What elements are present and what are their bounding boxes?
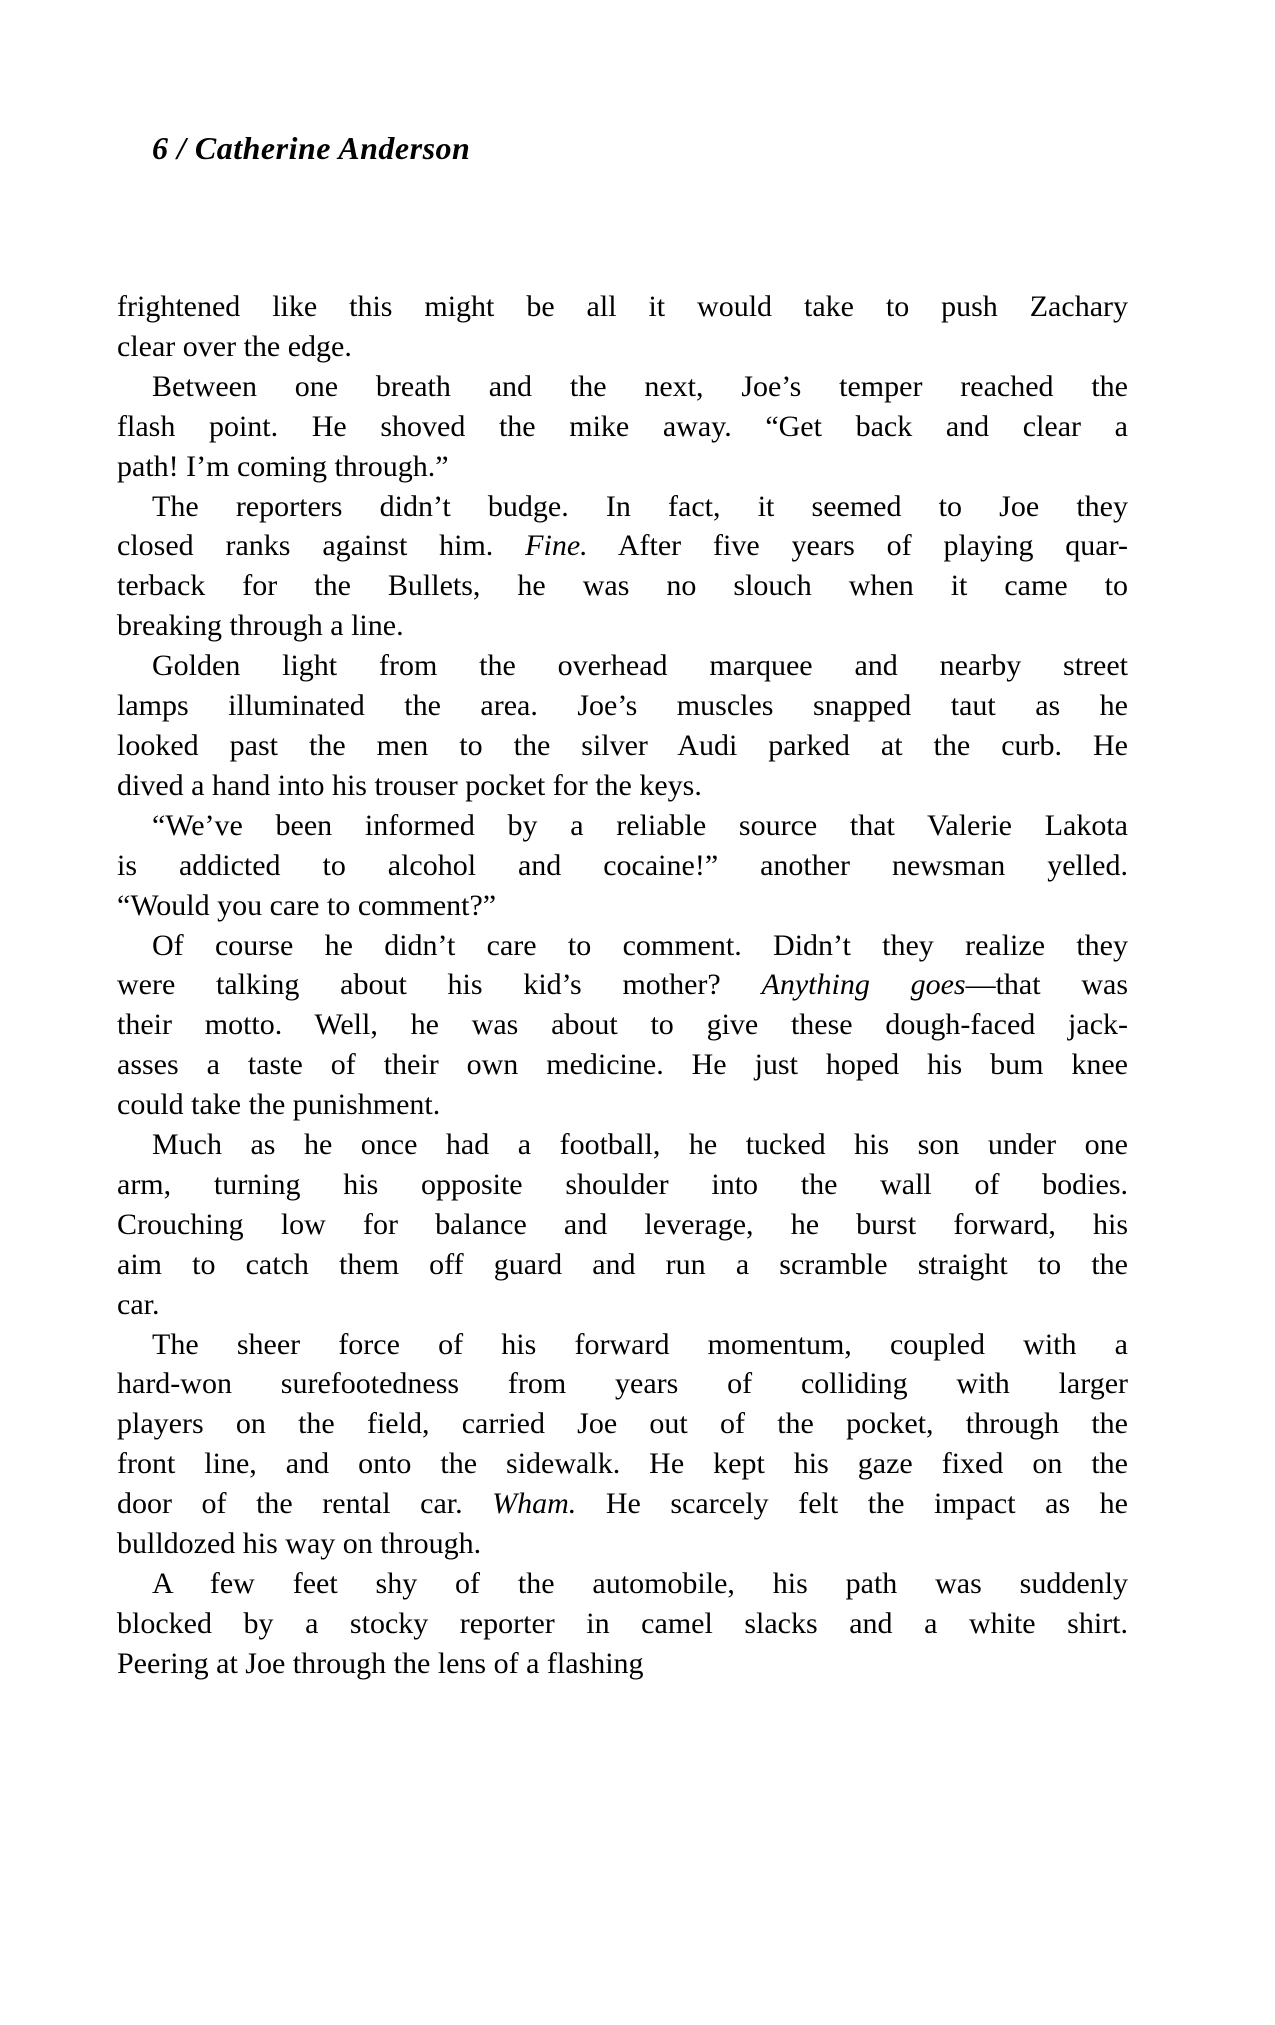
text-run: frightened like this might be all it would take to push Zachary [117,290,1128,323]
text-run: asses a taste of their own medicine. He just hoped his bum knee [117,1048,1128,1082]
text-line [117,646,1128,686]
text-run: is addicted to alcohol and cocaine!” another newsman yelled. [117,848,1128,882]
text-line [117,1205,1128,1245]
text-line [117,367,1128,407]
text-run: door of the rental car. [117,1487,493,1521]
text-line [117,886,1128,926]
text-line [117,487,1128,527]
text-run: aim to catch them off guard and run a scramble straight to the [117,1247,1128,1281]
text-run: path! I’m coming through.” [117,449,449,483]
text-line [117,766,1128,806]
text-line [117,1524,1128,1564]
text-run: After five years of playing quar- [587,529,1128,563]
text-run: looked past the men to the silver Audi parked at the curb. He [117,728,1128,762]
text-run: Of course he didn’t care to comment. Didn’t they realize they [152,928,1128,962]
text-line [117,1444,1128,1484]
text-run: hard-won surefootedness from years of colliding with larger [117,1367,1128,1401]
text-line [117,1644,1128,1684]
text-line [117,1325,1128,1365]
text-line [117,1045,1128,1085]
text-run: clear over the edge. [117,329,352,363]
page-text [117,287,1128,1684]
text-line [117,526,1128,566]
text-line [117,965,1128,1005]
text-run: their motto. Well, he was about to give these dough-faced jack- [117,1008,1128,1042]
text-run: breaking through a line. [117,609,404,643]
text-line [117,1364,1128,1404]
text-run: car. [117,1287,160,1321]
text-run: were talking about his kid’s mother? [117,968,762,1002]
text-run: could take the punishment. [117,1088,441,1122]
text-line [117,407,1128,447]
text-run: Peering at Joe through the lens of a flashing [117,1646,644,1680]
text-run: He scarcely felt the impact as he [576,1487,1128,1521]
text-run: A few feet shy of the automobile, his path was suddenly [152,1567,1128,1600]
italic-text: Anything goes [761,968,966,1002]
text-line [117,606,1128,646]
text-run: players on the field, carried Joe out of the pocket, through the [117,1407,1128,1441]
text-line [117,1564,1128,1604]
text-line [117,846,1128,886]
text-run: The reporters didn’t budge. In fact, it seemed to Joe they [152,489,1128,523]
text-line [117,1245,1128,1285]
text-line [117,726,1128,766]
italic-text: Fine. [525,529,588,563]
text-run: closed ranks against him. [117,529,526,563]
text-run: Golden light from the overhead marquee and nearby street [152,649,1128,683]
text-line [117,566,1128,606]
italic-text: Wham. [492,1487,577,1521]
text-line [117,686,1128,726]
text-line [117,1005,1128,1045]
text-run: arm, turning his opposite shoulder into the wall of bodies. [117,1167,1128,1201]
text-line [117,287,1128,327]
text-line [117,806,1128,846]
text-line [117,447,1128,487]
text-line [117,1404,1128,1444]
text-line [117,926,1128,966]
text-run: —that was [965,968,1129,1002]
text-line [117,1285,1128,1325]
text-run: “We’ve been informed by a reliable source that Valerie Lakota [152,808,1128,842]
text-line [117,1085,1128,1125]
text-run: dived a hand into his trouser pocket for the keys. [117,768,702,802]
text-line [117,1604,1128,1644]
text-run: “Would you care to comment?” [117,888,497,922]
text-run: blocked by a stocky reporter in camel slacks and a white shirt. [117,1606,1128,1640]
text-run: Much as he once had a football, he tucked his son under one [152,1128,1128,1162]
text-run: flash point. He shoved the mike away. “Get back and clear a [117,409,1128,443]
text-run: Between one breath and the next, Joe’s temper reached the [152,369,1128,403]
text-run: The sheer force of his forward momentum, coupled with a [152,1327,1128,1361]
text-run: bulldozed his way on through. [117,1527,482,1561]
text-line [117,327,1128,367]
text-run: terback for the Bullets, he was no slouch when it came to [117,569,1128,603]
text-line [117,1125,1128,1165]
text-line [117,1165,1128,1205]
text-run: Crouching low for balance and leverage, he burst forward, his [117,1207,1128,1241]
text-run: front line, and onto the sidewalk. He kept his gaze fixed on the [117,1447,1128,1481]
text-line [117,1484,1128,1524]
text-run: lamps illuminated the area. Joe’s muscles snapped taut as he [117,689,1128,723]
page-header: 6 / Catherine Anderson [152,130,471,166]
